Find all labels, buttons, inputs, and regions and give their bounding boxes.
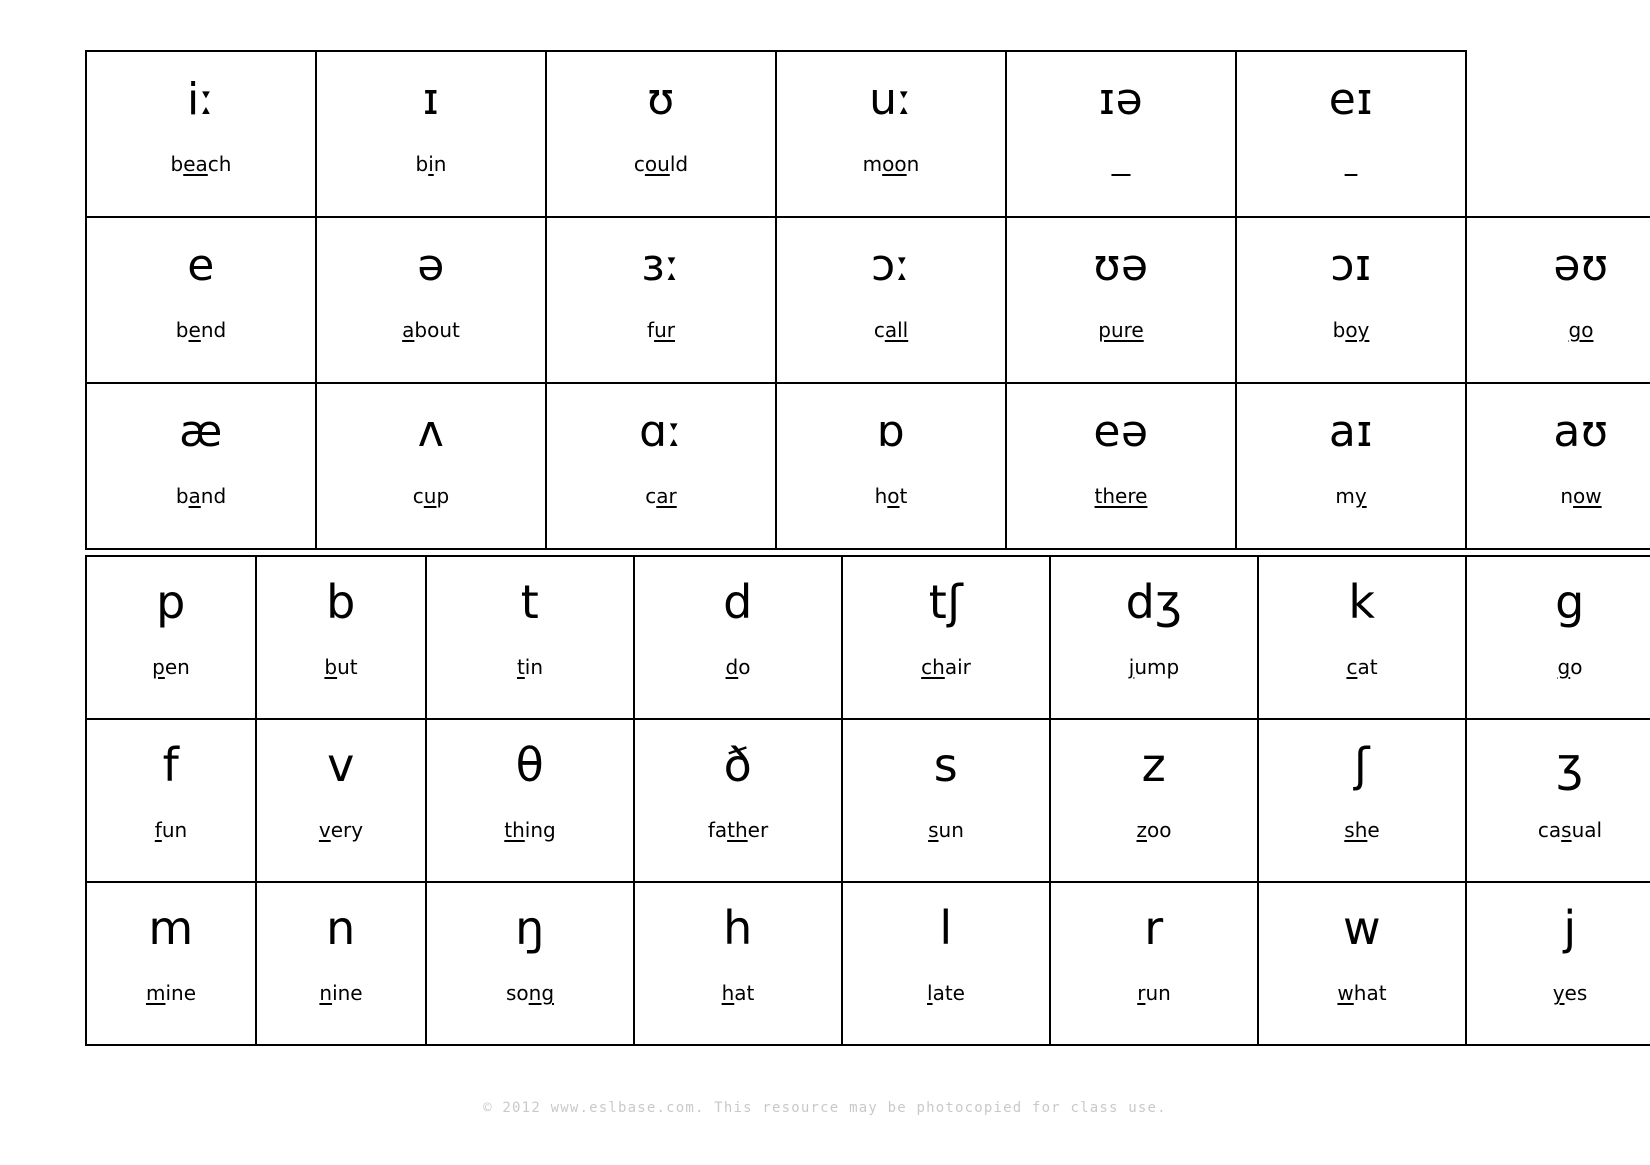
example-word: my xyxy=(1335,484,1367,508)
phoneme-symbol: e xyxy=(187,240,215,291)
example-word: she xyxy=(1344,818,1380,842)
example-word: what xyxy=(1337,981,1387,1005)
example-word: sun xyxy=(928,818,964,842)
vowel-section xyxy=(85,50,1650,550)
phoneme-symbol: ɜː xyxy=(641,240,681,291)
phoneme-cell[interactable] xyxy=(85,555,257,720)
phoneme-symbol: eə xyxy=(1093,406,1149,457)
consonant-row-1 xyxy=(85,555,1650,720)
phoneme-cell[interactable] xyxy=(633,881,843,1046)
example-word: go xyxy=(1568,318,1594,342)
phoneme-cell[interactable] xyxy=(1049,718,1259,883)
example-word: pen xyxy=(152,655,190,679)
example-word: hat xyxy=(721,981,755,1005)
phoneme-symbol: p xyxy=(156,575,186,629)
example-word: pure xyxy=(1098,318,1144,342)
phoneme-cell[interactable] xyxy=(1465,382,1650,550)
phoneme-cell[interactable] xyxy=(1049,555,1259,720)
example-word: could xyxy=(633,152,689,176)
phoneme-symbol: ɑː xyxy=(639,406,683,457)
phoneme-cell[interactable] xyxy=(85,382,317,550)
phoneme-cell[interactable] xyxy=(1005,216,1237,384)
example-word: tin xyxy=(516,655,544,679)
phoneme-cell[interactable] xyxy=(315,50,547,218)
phoneme-symbol: d xyxy=(723,575,753,629)
phoneme-symbol: v xyxy=(327,738,355,792)
example-word: now xyxy=(1560,484,1602,508)
vowel-row-3 xyxy=(85,382,1650,550)
phoneme-symbol: ð xyxy=(723,738,753,792)
phoneme-cell[interactable] xyxy=(775,382,1007,550)
phoneme-symbol: ʃ xyxy=(1354,738,1370,792)
example-word: do xyxy=(725,655,751,679)
phoneme-symbol: k xyxy=(1348,575,1376,629)
phoneme-cell[interactable] xyxy=(255,881,427,1046)
phoneme-symbol: w xyxy=(1342,901,1382,955)
example-word: thing xyxy=(504,818,556,842)
phoneme-cell[interactable] xyxy=(255,555,427,720)
phoneme-symbol: m xyxy=(148,901,194,955)
phoneme-cell[interactable] xyxy=(775,50,1007,218)
phoneme-cell[interactable] xyxy=(633,718,843,883)
phoneme-cell[interactable] xyxy=(1005,50,1237,218)
phoneme-symbol: aɪ xyxy=(1328,406,1374,457)
phoneme-symbol: eɪ xyxy=(1328,74,1374,125)
example-word: song xyxy=(505,981,555,1005)
phoneme-cell[interactable] xyxy=(1465,718,1650,883)
phoneme-cell[interactable] xyxy=(315,216,547,384)
phoneme-symbol: b xyxy=(326,575,356,629)
phoneme-cell[interactable] xyxy=(85,216,317,384)
phoneme-cell[interactable] xyxy=(1465,555,1650,720)
example-word: there xyxy=(1094,484,1148,508)
phoneme-cell[interactable] xyxy=(425,881,635,1046)
phoneme-symbol: æ xyxy=(179,406,223,457)
example-word: very xyxy=(318,818,364,842)
example-word: boy xyxy=(1332,318,1370,342)
phoneme-cell[interactable] xyxy=(545,216,777,384)
example-word: bin xyxy=(415,152,447,176)
example-word: about xyxy=(402,318,460,342)
example-word: nine xyxy=(319,981,363,1005)
vowel-row-2 xyxy=(85,216,1650,384)
phoneme-cell[interactable] xyxy=(1257,718,1467,883)
example-word: call xyxy=(873,318,909,342)
example-word xyxy=(1345,152,1358,176)
example-word: hot xyxy=(874,484,908,508)
example-word: late xyxy=(927,981,965,1005)
phoneme-symbol: g xyxy=(1555,575,1585,629)
example-word: bend xyxy=(175,318,227,342)
phoneme-symbol: tʃ xyxy=(928,575,964,629)
phoneme-symbol: ɔː xyxy=(871,240,911,291)
example-word: beach xyxy=(170,152,232,176)
example-word: moon xyxy=(862,152,920,176)
phoneme-symbol: ɪə xyxy=(1098,74,1144,125)
phoneme-symbol: ʌ xyxy=(417,406,445,457)
example-word: yes xyxy=(1552,981,1588,1005)
vowel-row-1 xyxy=(85,50,1650,218)
phoneme-symbol: aʊ xyxy=(1553,406,1609,457)
phoneme-symbol: l xyxy=(939,901,953,955)
phoneme-cell[interactable] xyxy=(425,555,635,720)
phoneme-cell[interactable] xyxy=(775,216,1007,384)
phoneme-symbol: s xyxy=(933,738,959,792)
phoneme-cell[interactable] xyxy=(1465,216,1650,384)
example-word: casual xyxy=(1537,818,1603,842)
phoneme-symbol: ʊ xyxy=(647,74,675,125)
example-word: cup xyxy=(412,484,450,508)
phoneme-cell[interactable] xyxy=(1235,50,1467,218)
phoneme-symbol: θ xyxy=(515,738,545,792)
example-word xyxy=(1111,152,1130,176)
phoneme-symbol: n xyxy=(326,901,356,955)
phoneme-cell[interactable] xyxy=(85,50,317,218)
phoneme-cell[interactable] xyxy=(315,382,547,550)
phoneme-cell[interactable] xyxy=(545,382,777,550)
phoneme-symbol: ʒ xyxy=(1556,738,1584,792)
phoneme-cell[interactable] xyxy=(841,881,1051,1046)
phoneme-symbol: ŋ xyxy=(515,901,545,955)
phoneme-cell[interactable] xyxy=(1257,881,1467,1046)
phoneme-symbol: h xyxy=(723,901,753,955)
example-word: chair xyxy=(921,655,971,679)
example-word: but xyxy=(324,655,358,679)
phoneme-symbol: iː xyxy=(186,74,216,125)
phoneme-cell[interactable] xyxy=(1465,881,1650,1046)
phoneme-cell[interactable] xyxy=(255,718,427,883)
phoneme-symbol: f xyxy=(162,738,180,792)
phoneme-cell[interactable] xyxy=(841,555,1051,720)
phoneme-cell[interactable] xyxy=(1005,382,1237,550)
consonant-row-2 xyxy=(85,718,1650,883)
phoneme-cell[interactable] xyxy=(1235,382,1467,550)
consonant-row-3 xyxy=(85,881,1650,1046)
phoneme-symbol: t xyxy=(520,575,540,629)
example-word: mine xyxy=(145,981,197,1005)
example-word: zoo xyxy=(1136,818,1172,842)
phoneme-symbol: ɪ xyxy=(422,74,440,125)
example-word: cat xyxy=(1346,655,1378,679)
phoneme-symbol: ɒ xyxy=(876,406,906,457)
example-word: go xyxy=(1557,655,1583,679)
example-word: father xyxy=(707,818,769,842)
example-word: band xyxy=(175,484,227,508)
phoneme-cell[interactable] xyxy=(425,718,635,883)
consonant-section xyxy=(85,555,1650,1046)
phoneme-cell[interactable] xyxy=(85,718,257,883)
phoneme-symbol: dʒ xyxy=(1125,575,1183,629)
phoneme-cell[interactable] xyxy=(545,50,777,218)
phoneme-symbol: uː xyxy=(869,74,913,125)
example-word: fun xyxy=(154,818,188,842)
phoneme-symbol: j xyxy=(1563,901,1577,955)
example-word: run xyxy=(1137,981,1171,1005)
phoneme-symbol: əʊ xyxy=(1553,240,1609,291)
example-word: car xyxy=(645,484,677,508)
phoneme-cell[interactable] xyxy=(841,718,1051,883)
example-word: jump xyxy=(1128,655,1180,679)
phoneme-symbol: r xyxy=(1144,901,1164,955)
copyright-footer: © 2012 www.eslbase.com. This resource may be photocopied for class use. xyxy=(483,1100,1167,1116)
phoneme-cell[interactable] xyxy=(1257,555,1467,720)
phoneme-cell[interactable] xyxy=(1235,216,1467,384)
phoneme-symbol: ʊə xyxy=(1093,240,1149,291)
example-word: fur xyxy=(647,318,675,342)
phoneme-symbol: ə xyxy=(417,240,445,291)
phoneme-symbol: z xyxy=(1141,738,1167,792)
phoneme-cell[interactable] xyxy=(1049,881,1259,1046)
phoneme-cell[interactable] xyxy=(85,881,257,1046)
phoneme-cell[interactable] xyxy=(633,555,843,720)
phoneme-symbol: ɔɪ xyxy=(1330,240,1372,291)
